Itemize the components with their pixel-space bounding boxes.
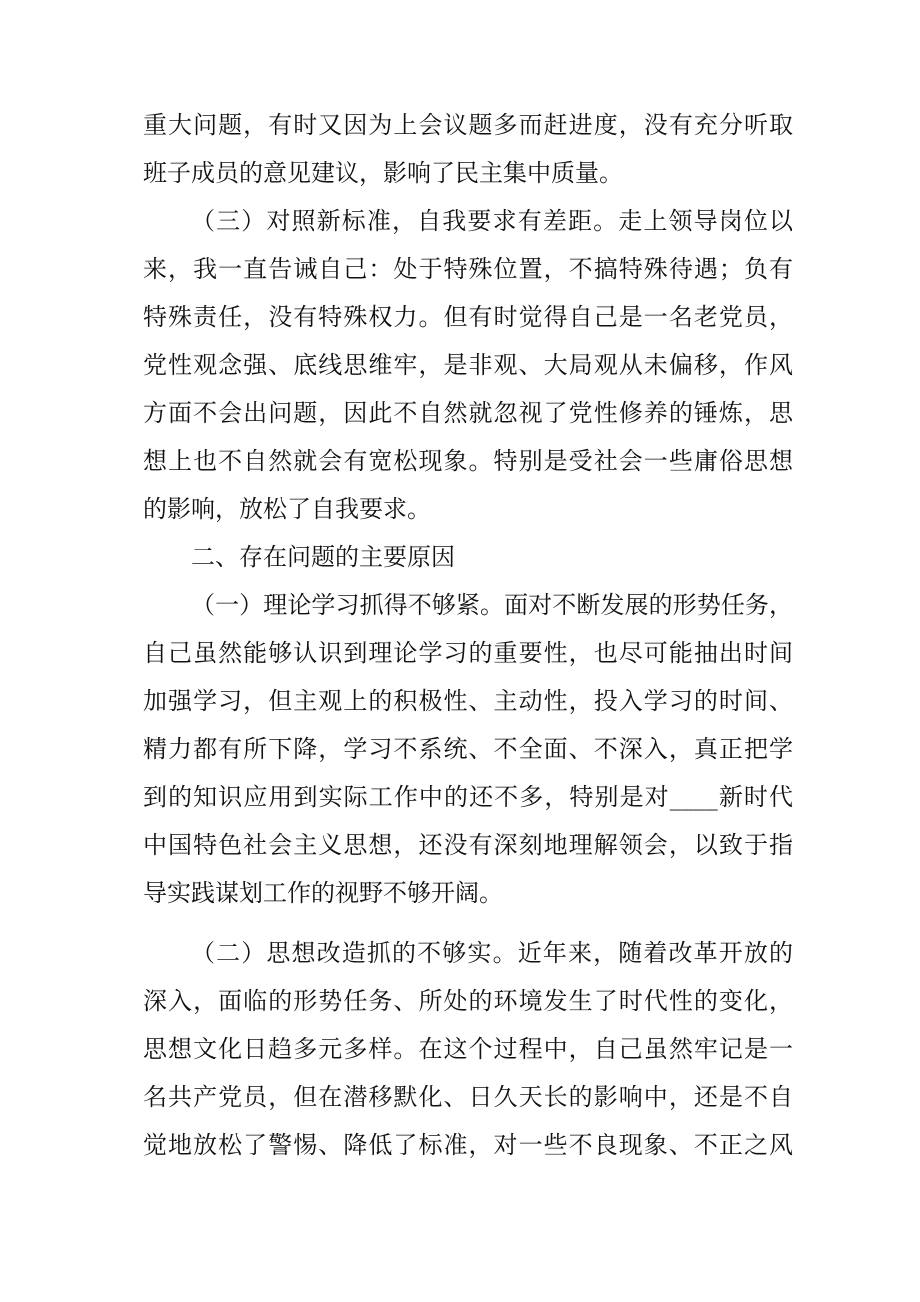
text-line: 到的知识应用到实际工作中的还不多，特别是对____新时代 (143, 783, 793, 811)
text-line: 特殊责任，没有特殊权力。但有时觉得自己是一名老党员， (143, 303, 793, 331)
paragraph-heading-3: （三）对照新标准，自我要求有差距。走上领导岗位以 (191, 207, 793, 235)
text-line: 自己虽然能够认识到理论学习的重要性，也尽可能抽出时间 (143, 639, 793, 667)
text-line: 中国特色社会主义思想，还没有深刻地理解领会，以致于指 (143, 831, 793, 859)
paragraph-heading-2: （二）思想改造抓的不够实。近年来，随着改革开放的 (191, 939, 793, 967)
text-line: 重大问题，有时又因为上会议题多而赶进度，没有充分听取 (143, 111, 793, 139)
text-line: 方面不会出问题，因此不自然就忽视了党性修养的锤炼，思 (143, 399, 793, 427)
document-body (143, 101, 793, 1169)
text-line: 来，我一直告诫自己：处于特殊位置，不搞特殊待遇；负有 (143, 255, 793, 283)
text-line: 党性观念强、底线思维牢，是非观、大局观从未偏移，作风 (143, 351, 793, 379)
text-line: 导实践谋划工作的视野不够开阔。 (143, 879, 503, 907)
text-line: 精力都有所下降，学习不系统、不全面、不深入，真正把学 (143, 735, 793, 763)
paragraph-heading-1: （一）理论学习抓得不够紧。面对不断发展的形势任务， (191, 591, 793, 619)
text-line: 想上也不自然就会有宽松现象。特别是受社会一些庸俗思想 (143, 447, 793, 475)
text-line: 觉地放松了警惕、降低了标准，对一些不良现象、不正之风 (143, 1131, 793, 1159)
text-line: 深入，面临的形势任务、所处的环境发生了时代性的变化， (143, 987, 793, 1015)
section-heading: 二、存在问题的主要原因 (191, 543, 455, 571)
text-line: 名共产党员，但在潜移默化、日久天长的影响中，还是不自 (143, 1083, 793, 1111)
text-line: 思想文化日趋多元多样。在这个过程中，自己虽然牢记是一 (143, 1035, 793, 1063)
text-line: 班子成员的意见建议，影响了民主集中质量。 (143, 159, 623, 187)
paragraph-gap (143, 917, 793, 929)
text-line: 的影响，放松了自我要求。 (143, 495, 431, 523)
text-line: 加强学习，但主观上的积极性、主动性，投入学习的时间、 (143, 687, 793, 715)
